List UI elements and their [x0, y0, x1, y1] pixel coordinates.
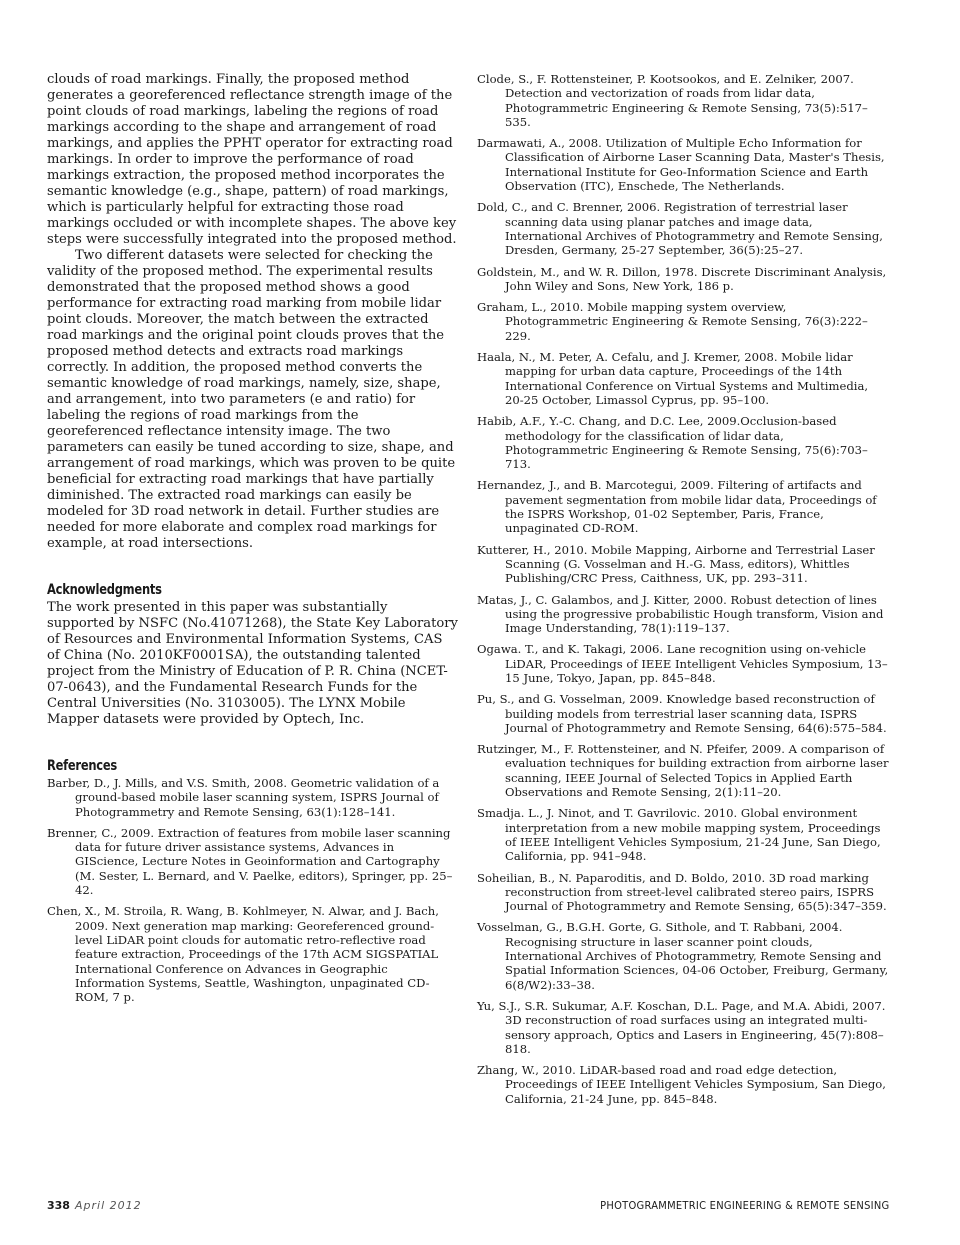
reference-item: Smadja. L., J. Ninot, and T. Gavrilovic. 2010. Global environment interpretation from a new mobile mapping system, Proceedings of IEEE Intelligent Vehicles Symposium, 21-24 June, San Diego, California, pp. 941–948.: [477, 806, 881, 864]
conclusion-paragraph-1: clouds of road markings. Finally, the proposed method generates a georeferenced reflectance strength image of the point clouds of road markings, labeling the regions of road markings according to the shape and arrangement of road markings, and applies the PPHT operator for extracting road markings. In order to improve the performance of road markings extraction, the proposed method incorporates the semantic knowledge (e.g., shape, pattern) of road markings, which is particularly helpful for extracting those road markings occluded or with incomplete shapes. The above key steps were successfully integrated into the proposed method.: [47, 72, 457, 247]
acknowledgments-text: The work presented in this paper was substantially supported by NSFC (No.41071268), the State Key Laboratory of Resources and Environmental Information Systems, CAS of China (No. 2010KF0001SA), the outstanding talented project from the Ministry of Education of P. R. China (NCET-07-0643), and the Fundamental Research Funds for the Central Universities (No. 3103005). The LYNX Mobile Mapper datasets were provided by Optech, Inc.: [47, 600, 458, 727]
reference-item: Vosselman, G., B.G.H. Gorte, G. Sithole, and T. Rabbani, 2004. Recognising structure in laser scanner point clouds, International Archives of Photogrammetry, Remote Sensing and Spatial Information Sciences, 04-06 October, Freiburg, Germany, 6(8/W2):33–38.: [477, 920, 889, 992]
journal-name: PHOTOGRAMMETRIC ENGINEERING & REMOTE SENSING: [599, 1199, 889, 1212]
issue-date: April 2012: [75, 1199, 142, 1212]
reference-item: Dold, C., and C. Brenner, 2006. Registration of terrestrial laser scanning data using planar patches and image data, International Archives of Photogrammetry and Remote Sensing, Dresden, Germany, 25-27 September, 36(5):25–27.: [477, 200, 883, 258]
reference-item: Kutterer, H., 2010. Mobile Mapping, Airborne and Terrestrial Laser Scanning (G. Vosselman and H.-G. Mass, editors), Whittles Publishing/CRC Press, Caithness, UK, pp. 293–311.: [477, 542, 875, 586]
reference-list-right: [477, 72, 889, 1106]
acknowledgments-heading: Acknowledgments: [47, 582, 162, 598]
right-column: [477, 72, 889, 1113]
reference-item: Habib, A.F., Y.-C. Chang, and D.C. Lee, 2009.Occlusion-based methodology for the classification of lidar data, Photogrammetric Engineering & Remote Sensing, 75(6):703–713.: [477, 414, 868, 472]
reference-item: Brenner, C., 2009. Extraction of features from mobile laser scanning data for future driver assistance systems, Advances in GIScience, Lecture Notes in Geoinformation and Cartography (M. Sester, L. Bernard, and V. Paelke, editors), Springer, pp. 25–42.: [47, 825, 453, 898]
reference-item: Soheilian, B., N. Paparoditis, and D. Boldo, 2010. 3D road marking reconstruction from street-level calibrated stereo pairs, ISPRS Journal of Photogrammetry and Remote Sensing, 65(5):347–359.: [477, 870, 887, 914]
page-number: 338: [47, 1199, 70, 1212]
reference-item: Matas, J., C. Galambos, and J. Kitter, 2000. Robust detection of lines using the progressive probabilistic Hough transform, Vision and Image Understanding, 78(1):119–137.: [477, 592, 884, 636]
reference-item: Haala, N., M. Peter, A. Cefalu, and J. Kremer, 2008. Mobile lidar mapping for urban data capture, Proceedings of the 14th International Conference on Virtual Systems and Multimedia, 20-25 October, Limassol Cyprus, pp. 95–100.: [477, 350, 869, 407]
reference-item: Pu, S., and G. Vosselman, 2009. Knowledge based reconstruction of building models from terrestrial laser scanning data, ISPRS Journal of Photogrammetry and Remote Sensing, 64(6):575–584.: [477, 692, 887, 735]
reference-item: Hernandez, J., and B. Marcotegui, 2009. Filtering of artifacts and pavement segmentation from mobile lidar data, Proceedings of the ISPRS Workshop, 01-02 September, Paris, France, unpaginated CD-ROM.: [477, 478, 877, 536]
reference-item: Clode, S., F. Rottensteiner, P. Kootsookos, and E. Zelniker, 2007. Detection and vectorization of roads from lidar data, Photogrammetric Engineering & Remote Sensing, 73(5):517–535.: [477, 72, 868, 129]
reference-item: Goldstein, M., and W. R. Dillon, 1978. Discrete Discriminant Analysis, John Wiley and Sons, New York, 186 p.: [477, 264, 887, 293]
reference-item: Chen, X., M. Stroila, R. Wang, B. Kohlmeyer, N. Alwar, and J. Bach, 2009. Next generation map marking: Georeferenced ground-level LiDAR point clouds for automatic retro-reflective road feature extraction, Proceedings of the 17th ACM SIGSPATIAL International Conference on Advances in Geographic Information Systems, Seattle, Washington, unpaginated CD-ROM, 7 p.: [47, 904, 439, 1005]
reference-item: Darmawati, A., 2008. Utilization of Multiple Echo Information for Classification of Airborne Laser Scanning Data, Master's Thesis, International Institute for Geo-Information Science and Earth Observation (ITC), Enschede, The Netherlands.: [477, 136, 885, 194]
reference-item: Graham, L., 2010. Mobile mapping system overview, Photogrammetric Engineering & Remote Sensing, 76(3):222–229.: [477, 300, 868, 343]
references-heading: References: [47, 758, 117, 774]
conclusion-paragraph-2: Two different datasets were selected for checking the validity of the proposed method. The experimental results demonstrated that the proposed method shows a good performance for extracting road marking from mobile lidar point clouds. Moreover, the match between the extracted road markings and the original point clouds proves that the proposed method detects and extracts road markings correctly. In addition, the proposed method converts the semantic knowledge of road markings, namely, size, shape, and arrangement, into two parameters (e and ratio) for labeling the regions of road markings from the georeferenced reflectance intensity image. The two parameters can easily be tuned according to size, shape, and arrangement of road markings, which was proven to be quite beneficial for extracting road markings that have partially diminished. The extracted road markings can easily be modeled for 3D road network in detail. Further studies are needed for more elaborate and complex road markings for example, at road intersections.: [47, 248, 456, 551]
left-column: [47, 72, 458, 1011]
page-footer: [47, 1199, 889, 1217]
reference-item: Barber, D., J. Mills, and V.S. Smith, 2008. Geometric validation of a ground-based mobile laser scanning system, ISPRS Journal of Photogrammetry and Remote Sensing, 63(1):128–141.: [47, 776, 440, 819]
reference-item: Yu, S.J., S.R. Sukumar, A.F. Koschan, D.L. Page, and M.A. Abidi, 2007. 3D reconstruction of road surfaces using an integrated multi-sensory approach, Optics and Lasers in Engineering, 45(7):808–818.: [477, 998, 886, 1056]
reference-item: Ogawa. T., and K. Takagi, 2006. Lane recognition using on-vehicle LiDAR, Proceedings of IEEE Intelligent Vehicles Symposium, 13–15 June, Tokyo, Japan, pp. 845–848.: [477, 642, 888, 685]
reference-list-left: [47, 776, 458, 1004]
reference-item: Zhang, W., 2010. LiDAR-based road and road edge detection, Proceedings of IEEE Intelligent Vehicles Symposium, San Diego, California, 21-24 June, pp. 845–848.: [477, 1063, 886, 1106]
reference-item: Rutzinger, M., F. Rottensteiner, and N. Pfeifer, 2009. A comparison of evaluation techniques for building extraction from airborne laser scanning, IEEE Journal of Selected Topics in Applied Earth Observations and Remote Sensing, 2(1):11–20.: [477, 742, 889, 800]
